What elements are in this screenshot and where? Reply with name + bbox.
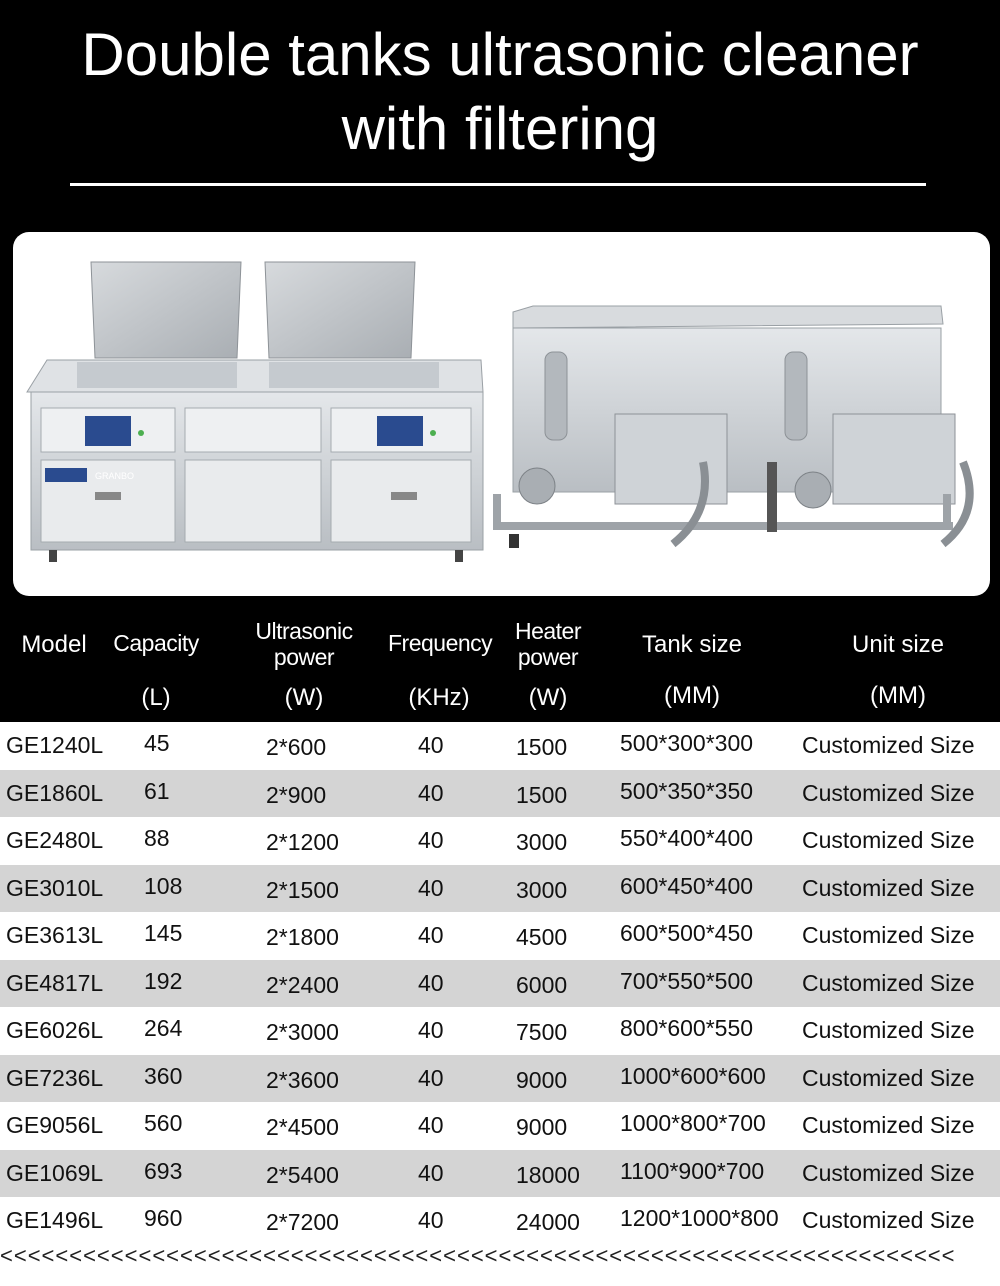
- cell-ultrasonic-power: 2*4500: [266, 1114, 339, 1140]
- product-photo-panel: [13, 232, 990, 596]
- header-unit-size: Unit size (MM): [851, 631, 945, 709]
- cell-capacity: 360: [144, 1062, 183, 1089]
- cell-model: GE1860L: [6, 779, 104, 806]
- table-row: [0, 1150, 1000, 1198]
- cell-heater-power: 1500: [516, 781, 568, 808]
- header-ultrasonic-power: Ultrasonic power (W): [255, 618, 353, 711]
- cell-ultrasonic-power: 2*900: [266, 781, 327, 808]
- cell-frequency: 40: [418, 1017, 444, 1043]
- cell-ultrasonic-power: 2*600: [266, 734, 327, 760]
- cell-capacity: 960: [144, 1205, 183, 1231]
- arrow-divider: <<<<<<<<<<<<<<<<<<<<<<<<<<<<<<<<<<<<<<<<<<<<<<<<<<<<<<<<<<<<<<<<<<<<<: [0, 1244, 1000, 1270]
- table-row: [0, 1197, 1000, 1245]
- cell-tank-size: 1100*900*700: [620, 1157, 765, 1184]
- cell-model: GE1496L: [6, 1207, 104, 1233]
- table-row: [0, 817, 1000, 865]
- cell-ultrasonic-power: 2*3600: [266, 1066, 339, 1093]
- title-divider: [70, 183, 926, 186]
- cell-tank-size: 1000*600*600: [620, 1062, 766, 1089]
- cell-ultrasonic-power: 2*1200: [266, 829, 339, 855]
- cell-tank-size: 550*400*400: [620, 825, 754, 851]
- cell-unit-size: Customized Size: [802, 827, 975, 853]
- cell-unit-size: Customized Size: [802, 922, 975, 948]
- cell-unit-size: Customized Size: [802, 1207, 975, 1233]
- cell-ultrasonic-power: 2*5400: [266, 1161, 339, 1188]
- cell-frequency: 40: [418, 969, 444, 996]
- cell-frequency: 40: [418, 827, 444, 853]
- left-machine: [27, 262, 483, 562]
- right-machine: [493, 306, 970, 548]
- cell-capacity: 145: [144, 920, 183, 946]
- cell-model: GE4817L: [6, 969, 104, 996]
- brand-label: GRANBO: [95, 471, 135, 481]
- cell-model: GE1069L: [6, 1159, 104, 1186]
- table-row: [0, 865, 1000, 913]
- cell-tank-size: 500*350*350: [620, 777, 754, 804]
- header-capacity: Capacity (L): [113, 630, 199, 711]
- header-tank-size: Tank size (MM): [641, 631, 743, 709]
- title-line-1: Double tanks ultrasonic cleaner: [81, 21, 919, 88]
- cell-model: GE2480L: [6, 827, 104, 853]
- cell-heater-power: 9000: [516, 1114, 568, 1140]
- page-title: [0, 18, 1000, 166]
- table-row: [0, 1102, 1000, 1150]
- cell-capacity: 61: [144, 777, 170, 804]
- table-row: [0, 960, 1000, 1008]
- cell-heater-power: 9000: [516, 1066, 568, 1093]
- header-model: Model: [21, 631, 87, 658]
- cell-frequency: 40: [418, 1064, 444, 1091]
- cell-model: GE6026L: [6, 1017, 104, 1043]
- cell-capacity: 45: [144, 730, 170, 756]
- cell-ultrasonic-power: 2*1800: [266, 924, 339, 950]
- cell-unit-size: Customized Size: [802, 1064, 975, 1091]
- cell-capacity: 88: [144, 825, 170, 851]
- cell-unit-size: Customized Size: [802, 779, 975, 806]
- cell-frequency: 40: [418, 922, 444, 948]
- title-line-2: with filtering: [341, 95, 659, 162]
- cell-model: GE7236L: [6, 1064, 104, 1091]
- cell-unit-size: Customized Size: [802, 874, 975, 901]
- cell-tank-size: 1200*1000*800: [620, 1205, 779, 1231]
- cell-ultrasonic-power: 2*3000: [266, 1019, 339, 1045]
- cell-heater-power: 1500: [516, 734, 568, 760]
- cell-heater-power: 18000: [516, 1161, 580, 1188]
- cell-capacity: 108: [144, 872, 183, 899]
- cell-heater-power: 4500: [516, 924, 568, 950]
- cell-heater-power: 3000: [516, 829, 568, 855]
- cell-tank-size: 1000*800*700: [620, 1110, 766, 1136]
- product-illustration: [13, 232, 990, 596]
- header-heater-power: Heater power (W): [514, 618, 582, 711]
- bottom-strip: [0, 1270, 1000, 1286]
- cell-frequency: 40: [418, 732, 444, 758]
- table-row: [0, 722, 1000, 770]
- cell-frequency: 40: [418, 1207, 444, 1233]
- cell-tank-size: 700*550*500: [620, 967, 754, 994]
- cell-model: GE1240L: [6, 732, 104, 758]
- cell-model: GE9056L: [6, 1112, 104, 1138]
- table-row: [0, 1007, 1000, 1055]
- cell-frequency: 40: [418, 779, 444, 806]
- header-frequency: Frequency (KHz): [388, 630, 493, 711]
- cell-capacity: 693: [144, 1157, 183, 1184]
- cell-ultrasonic-power: 2*7200: [266, 1209, 339, 1235]
- cell-model: GE3613L: [6, 922, 104, 948]
- cell-frequency: 40: [418, 1159, 444, 1186]
- cell-capacity: 192: [144, 967, 183, 994]
- table-row: [0, 1055, 1000, 1103]
- table-header: [0, 600, 1000, 720]
- cell-tank-size: 600*500*450: [620, 920, 754, 946]
- cell-unit-size: Customized Size: [802, 732, 975, 758]
- cell-heater-power: 7500: [516, 1019, 568, 1045]
- cell-heater-power: 3000: [516, 876, 568, 903]
- cell-heater-power: 24000: [516, 1209, 580, 1235]
- cell-unit-size: Customized Size: [802, 1112, 975, 1138]
- cell-capacity: 264: [144, 1015, 183, 1041]
- cell-tank-size: 600*450*400: [620, 872, 754, 899]
- cell-frequency: 40: [418, 874, 444, 901]
- cell-tank-size: 800*600*550: [620, 1015, 754, 1041]
- table-row: [0, 770, 1000, 818]
- cell-unit-size: Customized Size: [802, 1159, 975, 1186]
- cell-frequency: 40: [418, 1112, 444, 1138]
- cell-model: GE3010L: [6, 874, 104, 901]
- cell-tank-size: 500*300*300: [620, 730, 754, 756]
- cell-capacity: 560: [144, 1110, 183, 1136]
- cell-ultrasonic-power: 2*1500: [266, 876, 339, 903]
- table-row: [0, 912, 1000, 960]
- cell-unit-size: Customized Size: [802, 1017, 975, 1043]
- cell-ultrasonic-power: 2*2400: [266, 971, 339, 998]
- cell-heater-power: 6000: [516, 971, 568, 998]
- cell-unit-size: Customized Size: [802, 969, 975, 996]
